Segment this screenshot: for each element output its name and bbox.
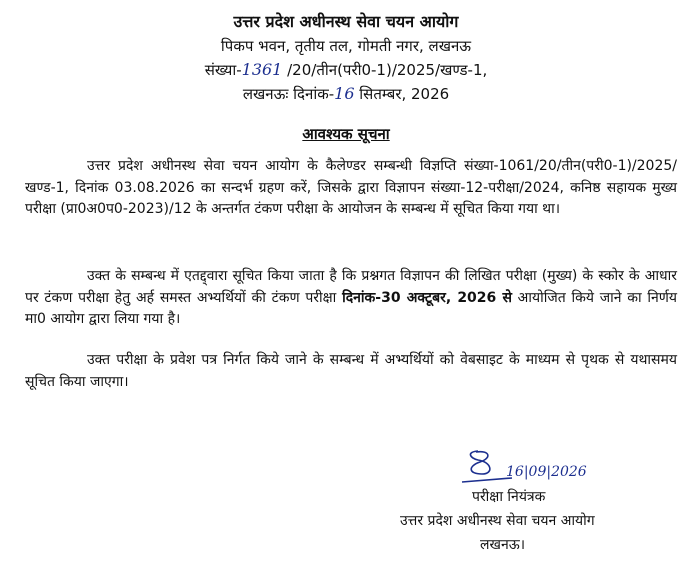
reference-handwritten-number: 1361	[241, 60, 283, 79]
paragraph-2	[25, 266, 677, 331]
paragraph-3	[25, 350, 677, 393]
org-name: उत्तर प्रदेश अधीनस्थ सेवा चयन आयोग	[233, 12, 459, 31]
date-handwritten-day: 16	[334, 84, 355, 103]
letter-date	[0, 82, 692, 106]
org-address: पिकप भवन, तृतीय तल, गोमती नगर, लखनऊ	[220, 37, 472, 55]
paragraph-1	[25, 156, 677, 221]
signature-date: 16|09|2026	[506, 464, 587, 480]
signatory-city: लखनऊ।	[480, 537, 526, 553]
paragraph-3-text: उक्त परीक्षा के प्रवेश पत्र निर्गत किये जाने के सम्बन्ध में अभ्यर्थियों को वेबसाइट के माध्यम से पृथक से यथासमय सूचित किया जाएगा।	[25, 352, 677, 390]
paragraph-2-text-end: आयोजित किये जाने का निर्णय मा0 आयोग द्वारा लिया गया है।	[25, 289, 677, 327]
letterhead	[0, 10, 692, 106]
notice-title: आवश्यक सूचना	[302, 125, 390, 143]
signatory-organization: उत्तर प्रदेश अधीनस्थ सेवा चयन आयोग	[400, 513, 595, 529]
reference-suffix: /20/तीन(परी0-1)/2025/खण्ड-1,	[282, 61, 488, 79]
date-prefix: लखनऊः दिनांक-	[242, 85, 335, 103]
reference-number	[0, 58, 692, 82]
exam-date-highlight: दिनांक-30 अक्टूबर, 2026 से	[342, 289, 512, 306]
paragraph-2-text-start: उक्त के सम्बन्ध में एतद्द्वारा सूचित किया जाता है कि प्रश्नगत विज्ञापन की लिखित परीक्षा (मुख्य) के स्कोर के आधार पर टंकण परीक्षा हेतु अर्ह समस्त अभ्यर्थियों की टंकण परीक्षा	[25, 268, 677, 306]
signatory-designation: परीक्षा नियंत्रक	[472, 489, 546, 505]
paragraph-1-text: उत्तर प्रदेश अधीनस्थ सेवा चयन आयोग के कैलेण्डर सम्बन्धी विज्ञप्ति संख्या-1061/20/तीन(परी0-1)/2025/ खण्ड-1, दिनांक 03.08.2026 का सन्दर्भ ग्रहण करें, जिसके द्वारा विज्ञापन संख्या-12-परीक्षा/2024, कनिष्ठ सहायक मुख्य परीक्षा (प्रा0अ0प0-2023)/12 के अन्तर्गत टंकण परीक्षा के आयोजन के सम्बन्ध में सूचित किया गया था।	[25, 158, 677, 217]
reference-prefix: संख्या-	[204, 61, 242, 79]
date-suffix: सितम्बर, 2026	[354, 85, 450, 103]
